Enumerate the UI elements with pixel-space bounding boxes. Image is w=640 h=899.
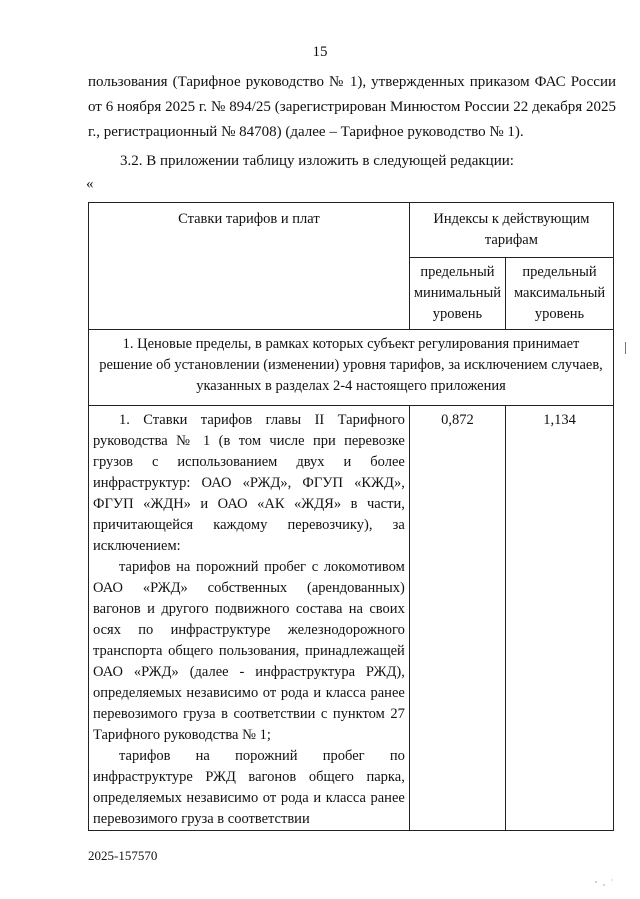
intro-text — [88, 70, 616, 174]
table-row — [89, 406, 614, 831]
rate-exception-2: тарифов на порожний пробег по инфраструктуре РЖД вагонов общего парка, определяемых независимо от рода и класса ранее перевозимого груза в соответствии — [93, 748, 405, 827]
intro-paragraph-1: пользования (Тарифное руководство № 1), утвержденных приказом ФАС России от 6 ноября 2025 г. № 894/25 (зарегистрирован Минюстом России 22 декабря 2025 г., регистрационный № 84708) (далее – Тарифное руководство № 1). — [88, 74, 616, 140]
scan-margin-mark — [624, 342, 627, 354]
page-number: 15 — [312, 44, 328, 60]
rate-exception-1: тарифов на порожний пробег с локомотивом ОАО «РЖД» собственных (арендованных) вагонов и другого подвижного состава на своих осях по инфраструктуре железнодорожного транспорта общего пользования, принадлежащей ОАО «РЖД» (далее - инфраструктура РЖД), определяемых независимо от рода и класса ранее перевозимого груза в соответствии с пунктом 27 Тарифного руководства № 1; — [93, 559, 405, 743]
subheader-max-level: предельный максимальный уровень — [506, 258, 614, 330]
table-header-row — [89, 203, 614, 258]
rate-description-main: 1. Ставки тарифов главы II Тарифного руководства № 1 (в том числе при перевозке грузов с использованием двух и более инфраструктур: ОАО «РЖД», ФГУП «КЖД», ФГУП «ЖДН» и ОАО «АК «ЖДЯ» в части, причитающейся каждому перевозчику), за исключением: — [93, 412, 405, 554]
rate-description-cell — [89, 406, 410, 831]
header-indices: Индексы к действующим тарифам — [409, 203, 613, 258]
header-rates: Ставки тарифов и плат — [89, 203, 410, 330]
min-level-value: 0,872 — [409, 406, 505, 831]
section-title: 1. Ценовые пределы, в рамках которых субъект регулирования принимает решение об установлении (изменении) уровня тарифов, за исключением случаев, указанных в разделах 2-4 настоящего приложения — [89, 330, 614, 406]
opening-quote-mark: « — [86, 176, 94, 192]
document-id: 2025-157570 — [88, 848, 158, 863]
scan-artifact — [590, 872, 620, 892]
tariff-index-table — [88, 202, 614, 831]
max-level-value: 1,134 — [506, 406, 614, 831]
section-title-row — [89, 330, 614, 406]
intro-paragraph-2: 3.2. В приложении таблицу изложить в следующей редакции: — [120, 153, 514, 169]
subheader-min-level: предельный минимальный уровень — [409, 258, 505, 330]
